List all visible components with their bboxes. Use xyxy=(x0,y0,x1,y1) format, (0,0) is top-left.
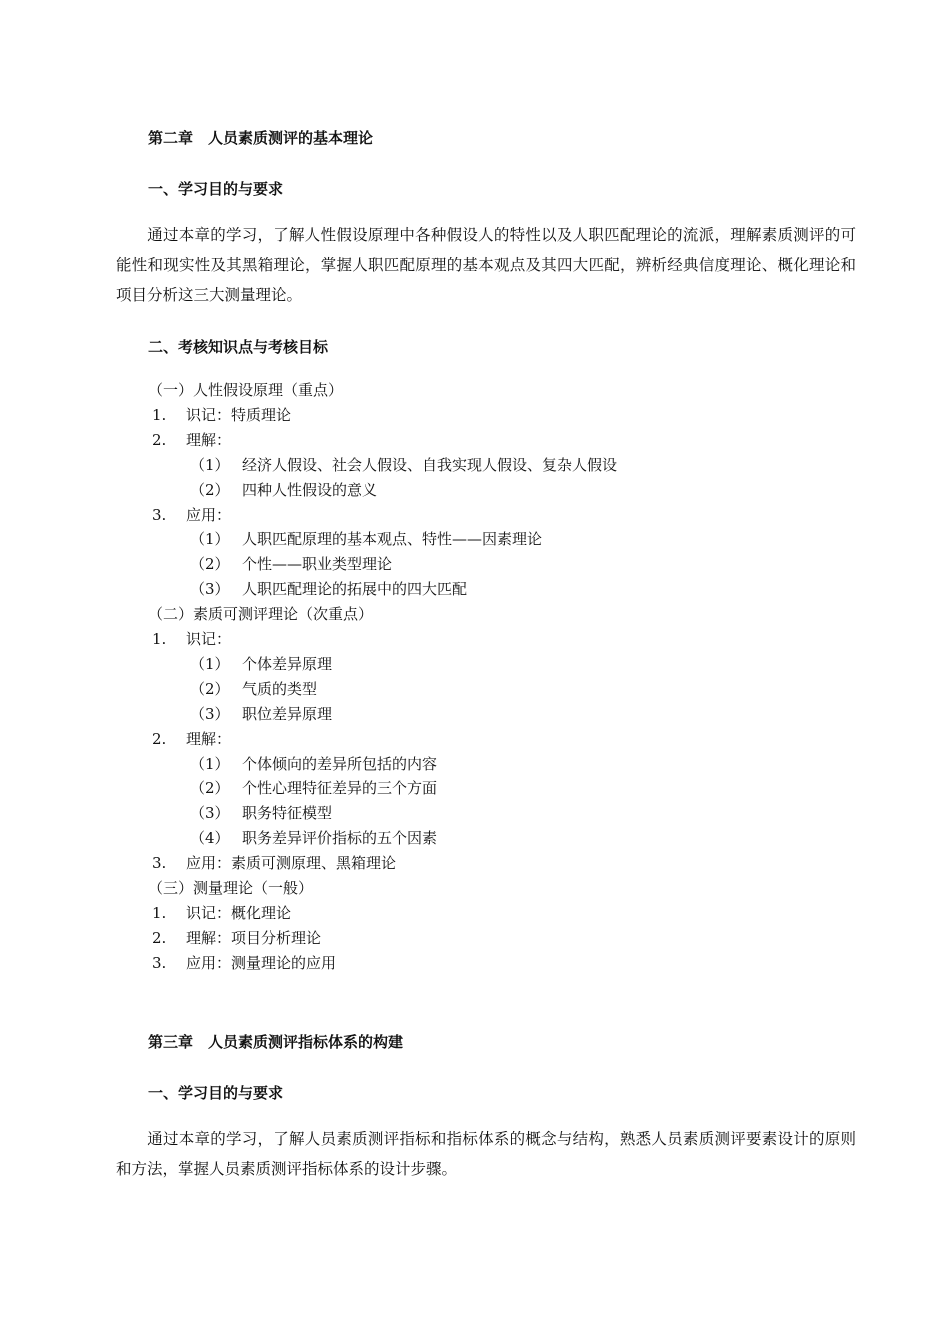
outline-num-item xyxy=(152,627,231,652)
chapter-2-title: 第二章 人员素质测评的基本理论 xyxy=(148,129,374,147)
outline-item-number: （3） xyxy=(190,580,230,599)
outline-item-text: 四种人性假设的意义 xyxy=(242,480,378,499)
outline-sub-item xyxy=(190,478,377,503)
outline-item-number: 2. xyxy=(152,928,167,947)
outline-group-label: （三）测量理论（一般） xyxy=(148,879,314,897)
outline-group-item xyxy=(148,602,373,627)
outline-item-number: 3. xyxy=(152,953,167,972)
outline-group-label: （一）人性假设原理（重点） xyxy=(148,381,344,399)
outline-num-item xyxy=(152,851,396,876)
outline-item-text: 职务差异评价指标的五个因素 xyxy=(242,829,438,848)
outline-num-item xyxy=(152,403,291,428)
outline-item-number: （4） xyxy=(190,829,230,848)
outline-item-text: 理解： xyxy=(186,729,232,748)
outline-num-item xyxy=(152,926,321,951)
outline-item-text: 气质的类型 xyxy=(242,679,318,698)
outline-sub-item xyxy=(190,752,437,777)
outline-sub-item xyxy=(190,702,332,727)
chapter-3-section-1-title: 一、学习目的与要求 xyxy=(148,1084,284,1102)
outline-item-text: 个性心理特征差异的三个方面 xyxy=(242,779,438,798)
outline-group-label: （二）素质可测评理论（次重点） xyxy=(148,605,374,624)
outline-item-number: 3. xyxy=(152,854,167,873)
paragraph-text: 通过本章的学习，了解人员素质测评指标和指标体系的概念与结构，熟悉人员素质测评要素设计的原则和方法，掌握人员素质测评指标体系的设计步骤。 xyxy=(116,1130,856,1178)
outline-item-text: 应用：测量理论的应用 xyxy=(186,953,337,972)
chapter-2-section-2-title: 二、考核知识点与考核目标 xyxy=(148,338,329,356)
outline-sub-item xyxy=(190,776,437,801)
outline-item-number: （1） xyxy=(190,654,230,673)
outline-item-text: 理解：项目分析理论 xyxy=(186,928,322,947)
chapter-3-title: 第三章 人员素质测评指标体系的构建 xyxy=(148,1033,404,1051)
outline-sub-item xyxy=(190,652,332,677)
outline-item-number: （2） xyxy=(190,779,230,798)
outline-item-number: 1. xyxy=(152,405,167,424)
chapter-2-section-1-paragraph xyxy=(116,220,856,310)
outline-num-item xyxy=(152,951,336,976)
outline-item-number: （2） xyxy=(190,679,230,698)
outline-item-text: 职务特征模型 xyxy=(242,804,333,823)
outline-num-item xyxy=(152,428,231,453)
outline-item-number: 1. xyxy=(152,903,167,922)
outline-item-text: 识记： xyxy=(186,630,232,648)
outline-group-item xyxy=(148,876,313,901)
outline-item-number: （2） xyxy=(190,480,230,499)
outline-item-number: （3） xyxy=(190,804,230,823)
outline-item-number: （3） xyxy=(190,704,230,723)
outline-item-number: 3. xyxy=(152,505,167,524)
outline-item-text: 经济人假设、社会人假设、自我实现人假设、复杂人假设 xyxy=(242,455,618,474)
outline-item-text: 理解： xyxy=(186,430,232,449)
outline-sub-item xyxy=(190,677,317,702)
outline-sub-item xyxy=(190,801,332,826)
outline-item-text: 个性——职业类型理论 xyxy=(242,555,393,574)
outline-num-item xyxy=(152,727,231,752)
outline-sub-item xyxy=(190,527,542,552)
outline-item-number: （1） xyxy=(190,455,230,474)
outline-sub-item xyxy=(190,826,437,851)
outline-sub-item xyxy=(190,577,467,602)
chapter-3-section-1-paragraph xyxy=(116,1124,856,1184)
outline-item-text: 应用：素质可测原理、黑箱理论 xyxy=(186,854,397,873)
paragraph-text: 通过本章的学习，了解人性假设原理中各种假设人的特性以及人职匹配理论的流派，理解素质测评的可能性和现实性及其黑箱理论，掌握人职匹配原理的基本观点及其四大匹配，辨析经典信度理论、概化理论和项目分析这三大测量理论。 xyxy=(116,226,856,304)
outline-item-number: 2. xyxy=(152,729,167,748)
outline-item-text: 识记：特质理论 xyxy=(186,405,292,424)
outline-item-text: 应用： xyxy=(186,505,232,524)
outline-item-number: 2. xyxy=(152,430,167,449)
outline-sub-item xyxy=(190,453,617,478)
outline-sub-item xyxy=(190,552,392,577)
outline-num-item xyxy=(152,901,291,926)
outline-item-text: 人职匹配原理的基本观点、特性——因素理论 xyxy=(242,530,543,549)
outline-item-number: 1. xyxy=(152,630,167,648)
outline-item-number: （1） xyxy=(190,530,230,549)
outline-num-item xyxy=(152,503,231,528)
outline-item-text: 识记：概化理论 xyxy=(186,903,292,922)
outline-item-text: 个体倾向的差异所包括的内容 xyxy=(242,754,438,773)
outline-group-item xyxy=(148,378,343,403)
outline-item-text: 职位差异原理 xyxy=(242,704,333,723)
outline-item-number: （2） xyxy=(190,555,230,574)
outline-item-text: 人职匹配理论的拓展中的四大匹配 xyxy=(242,580,468,599)
outline-item-number: （1） xyxy=(190,754,230,773)
outline-item-text: 个体差异原理 xyxy=(242,654,333,673)
chapter-2-section-1-title: 一、学习目的与要求 xyxy=(148,180,284,198)
